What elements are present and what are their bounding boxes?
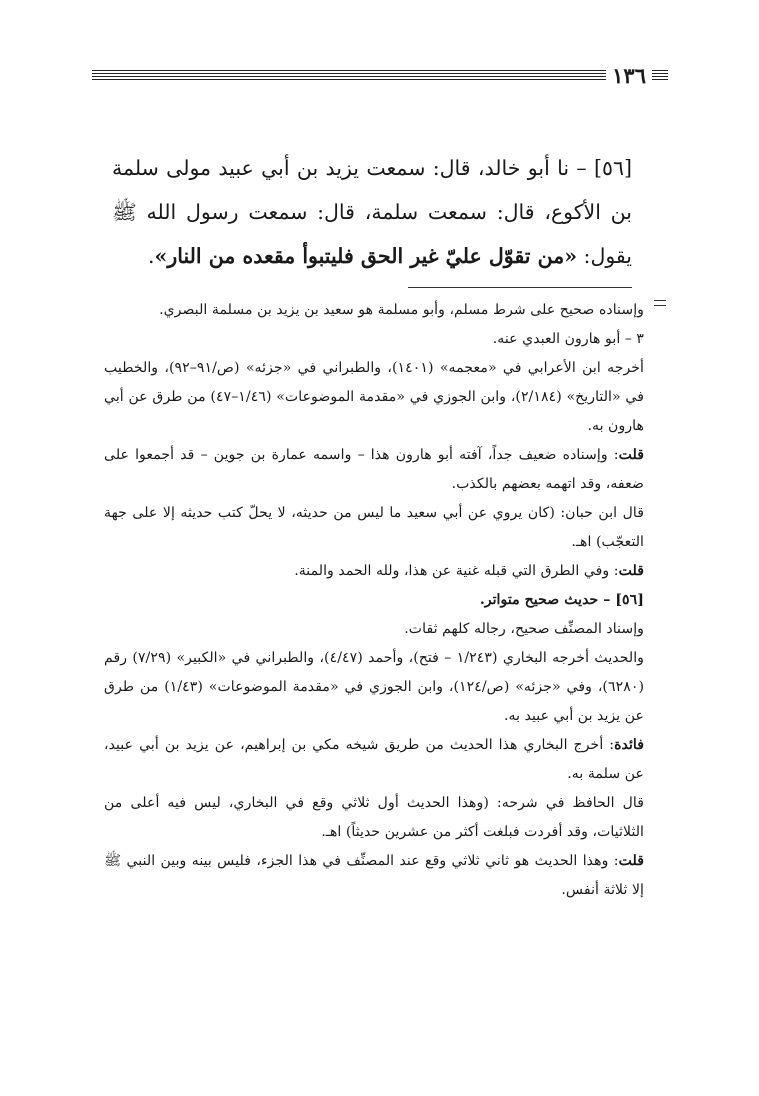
footnote-text: : وفي الطرق التي قبله غنية عن هذا، ولله الحمد والمنة.	[294, 563, 619, 579]
page-header	[92, 62, 668, 90]
footnote-term: قلت	[618, 447, 644, 463]
footnote-paragraph	[104, 441, 644, 499]
main-hadith-text	[112, 146, 632, 278]
page-number: ١٣٦	[612, 63, 646, 88]
footnote-term: قلت	[618, 853, 644, 869]
hadith-end-mark: .	[147, 244, 155, 268]
footnote-paragraph	[104, 731, 644, 789]
footnote-term: قلت	[618, 563, 644, 579]
footnote-term: فائدة	[614, 737, 644, 753]
footnote-text: : أخرج البخاري هذا الحديث من طريق شيخه مكي بن إبراهيم، عن يزيد بن أبي عبيد، عن سلمة به.	[104, 737, 644, 782]
footnote-paragraph: قال ابن حبان: (كان يروي عن أبي سعيد ما ليس من حديثه، لا يحلّ كتب حديثه إلا على جهة التعجّب) اهـ.	[104, 505, 644, 550]
footnote-paragraph	[104, 557, 644, 586]
footnote-text: : وإسناده ضعيف جداً، آفته أبو هارون هذا – واسمه عمارة بن جوين – قد أجمعوا على ضعفه، وقد اتهمه بعضهم بالكذب.	[104, 447, 644, 492]
footnote-paragraph: أخرجه ابن الأعرابي في «معجمه» (١٤٠١)، والطبراني في «جزئه» (ص/٩١–٩٢)، والخطيب في «التاريخ» (٢/١٨٤)، وابن الجوزي في «مقدمة الموضوعات» (١/٤٦–٤٧) من طرق عن أبي هارون به.	[104, 360, 645, 434]
hadith-narration: [٥٦] – نا أبو خالد، قال: سمعت يزيد بن أبي عبيد مولى سلمة بن الأكوع، قال: سمعت سلمة، قال: سمعت رسول الله ﷺ يقول:	[112, 156, 632, 268]
header-rule-left	[92, 68, 606, 84]
footnote-continuation-mark	[654, 300, 666, 306]
footnote-paragraph: وإسناد المصنِّف صحيح، رجاله كلهم ثقات.	[404, 621, 644, 637]
footnote-hadith-ref: [٥٦] – حديث صحيح متواتر.	[479, 592, 644, 608]
footnote-paragraph	[104, 847, 644, 905]
footnote-paragraph: قال الحافظ في شرحه: (وهذا الحديث أول ثلاثي وقع في البخاري، ليس فيه أعلى من الثلاثيات، وقد أفردت فبلغت أكثر من عشرين حديثاً) اهـ.	[104, 795, 644, 840]
footnote-divider	[408, 287, 632, 288]
footnote-paragraph: ٣ – أبو هارون العبدي عنه.	[492, 331, 644, 347]
footnote-paragraph: والحديث أخرجه البخاري (١/٢٤٣ – فتح)، وأحمد (٤/٤٧)، والطبراني في «الكبير» (٧/٢٩) رقم (٦٢٨٠)، وفي «جزئه» (ص/١٢٤)، وابن الجوزي في «مقدمة الموضوعات» (١/٤٣) من طرق عن يزيد بن أبي عبيد به.	[104, 650, 644, 724]
prophet-quote: «من تقوّل عليّ غير الحق فليتبوأ مقعده من النار»	[154, 244, 578, 268]
footnote-text: : وهذا الحديث هو ثاني ثلاثي وقع عند المصنِّف في هذا الجزء، فليس بينه وبين النبي ﷺ إلا ثلاثة أنفس.	[104, 853, 644, 898]
footnotes	[104, 296, 644, 905]
footnote-paragraph: وإسناده صحيح على شرط مسلم، وأبو مسلمة هو سعيد بن يزيد بن مسلمة البصري.	[159, 302, 644, 318]
header-rule-right	[652, 68, 668, 84]
